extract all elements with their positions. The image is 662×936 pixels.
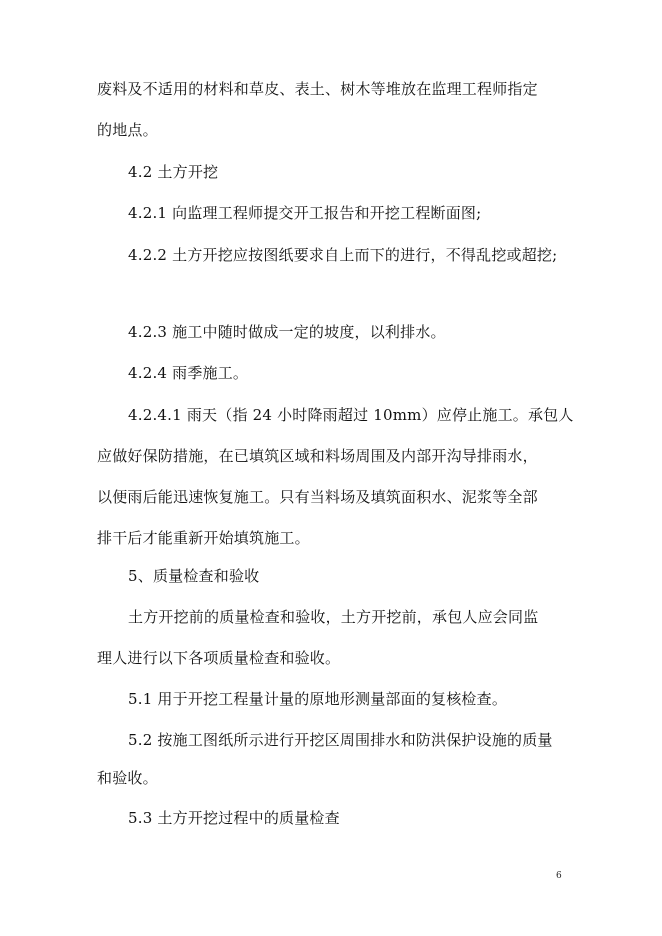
text-line: 4.2.1 向监理工程师提交开工报告和开挖工程断面图;: [128, 204, 482, 222]
text-line: 理人进行以下各项质量检查和验收。: [97, 649, 341, 667]
text-line: 4.2.3 施工中随时做成一定的坡度，以利排水。: [128, 323, 446, 341]
text-line: 5.2 按施工图纸所示进行开挖区周围排水和防洪保护设施的质量: [128, 731, 553, 749]
text-line: 4.2.4.1 雨天（指 24 小时降雨超过 10mm）应停止施工。承包人: [128, 406, 574, 424]
text-line: 土方开挖前的质量检查和验收，土方开挖前，承包人应会同监: [128, 608, 539, 626]
text-line: 的地点。: [97, 121, 158, 139]
text-line: 4.2.2 土方开挖应按图纸要求自上而下的进行，不得乱挖或超挖;: [128, 246, 558, 264]
section-heading: 4.2 土方开挖: [128, 163, 219, 181]
text-line: 废料及不适用的材料和草皮、表土、树木等堆放在监理工程师指定: [97, 80, 538, 98]
text-line: 5.3 土方开挖过程中的质量检查: [128, 809, 340, 827]
text-line: 排干后才能重新开始填筑施工。: [97, 529, 310, 547]
page-number: 6: [556, 871, 562, 881]
text-line: 5.1 用于开挖工程量计量的原地形测量部面的复核检查。: [128, 690, 508, 708]
section-heading: 5、质量检查和验收: [128, 567, 260, 585]
text-line: 以便雨后能迅速恢复施工。只有当料场及填筑面积水、泥浆等全部: [97, 488, 538, 506]
text-line: 应做好保防措施，在已填筑区域和料场周围及内部开沟导排雨水，: [97, 447, 538, 465]
text-line: 和验收。: [97, 769, 158, 787]
text-line: 4.2.4 雨季施工。: [128, 364, 249, 382]
